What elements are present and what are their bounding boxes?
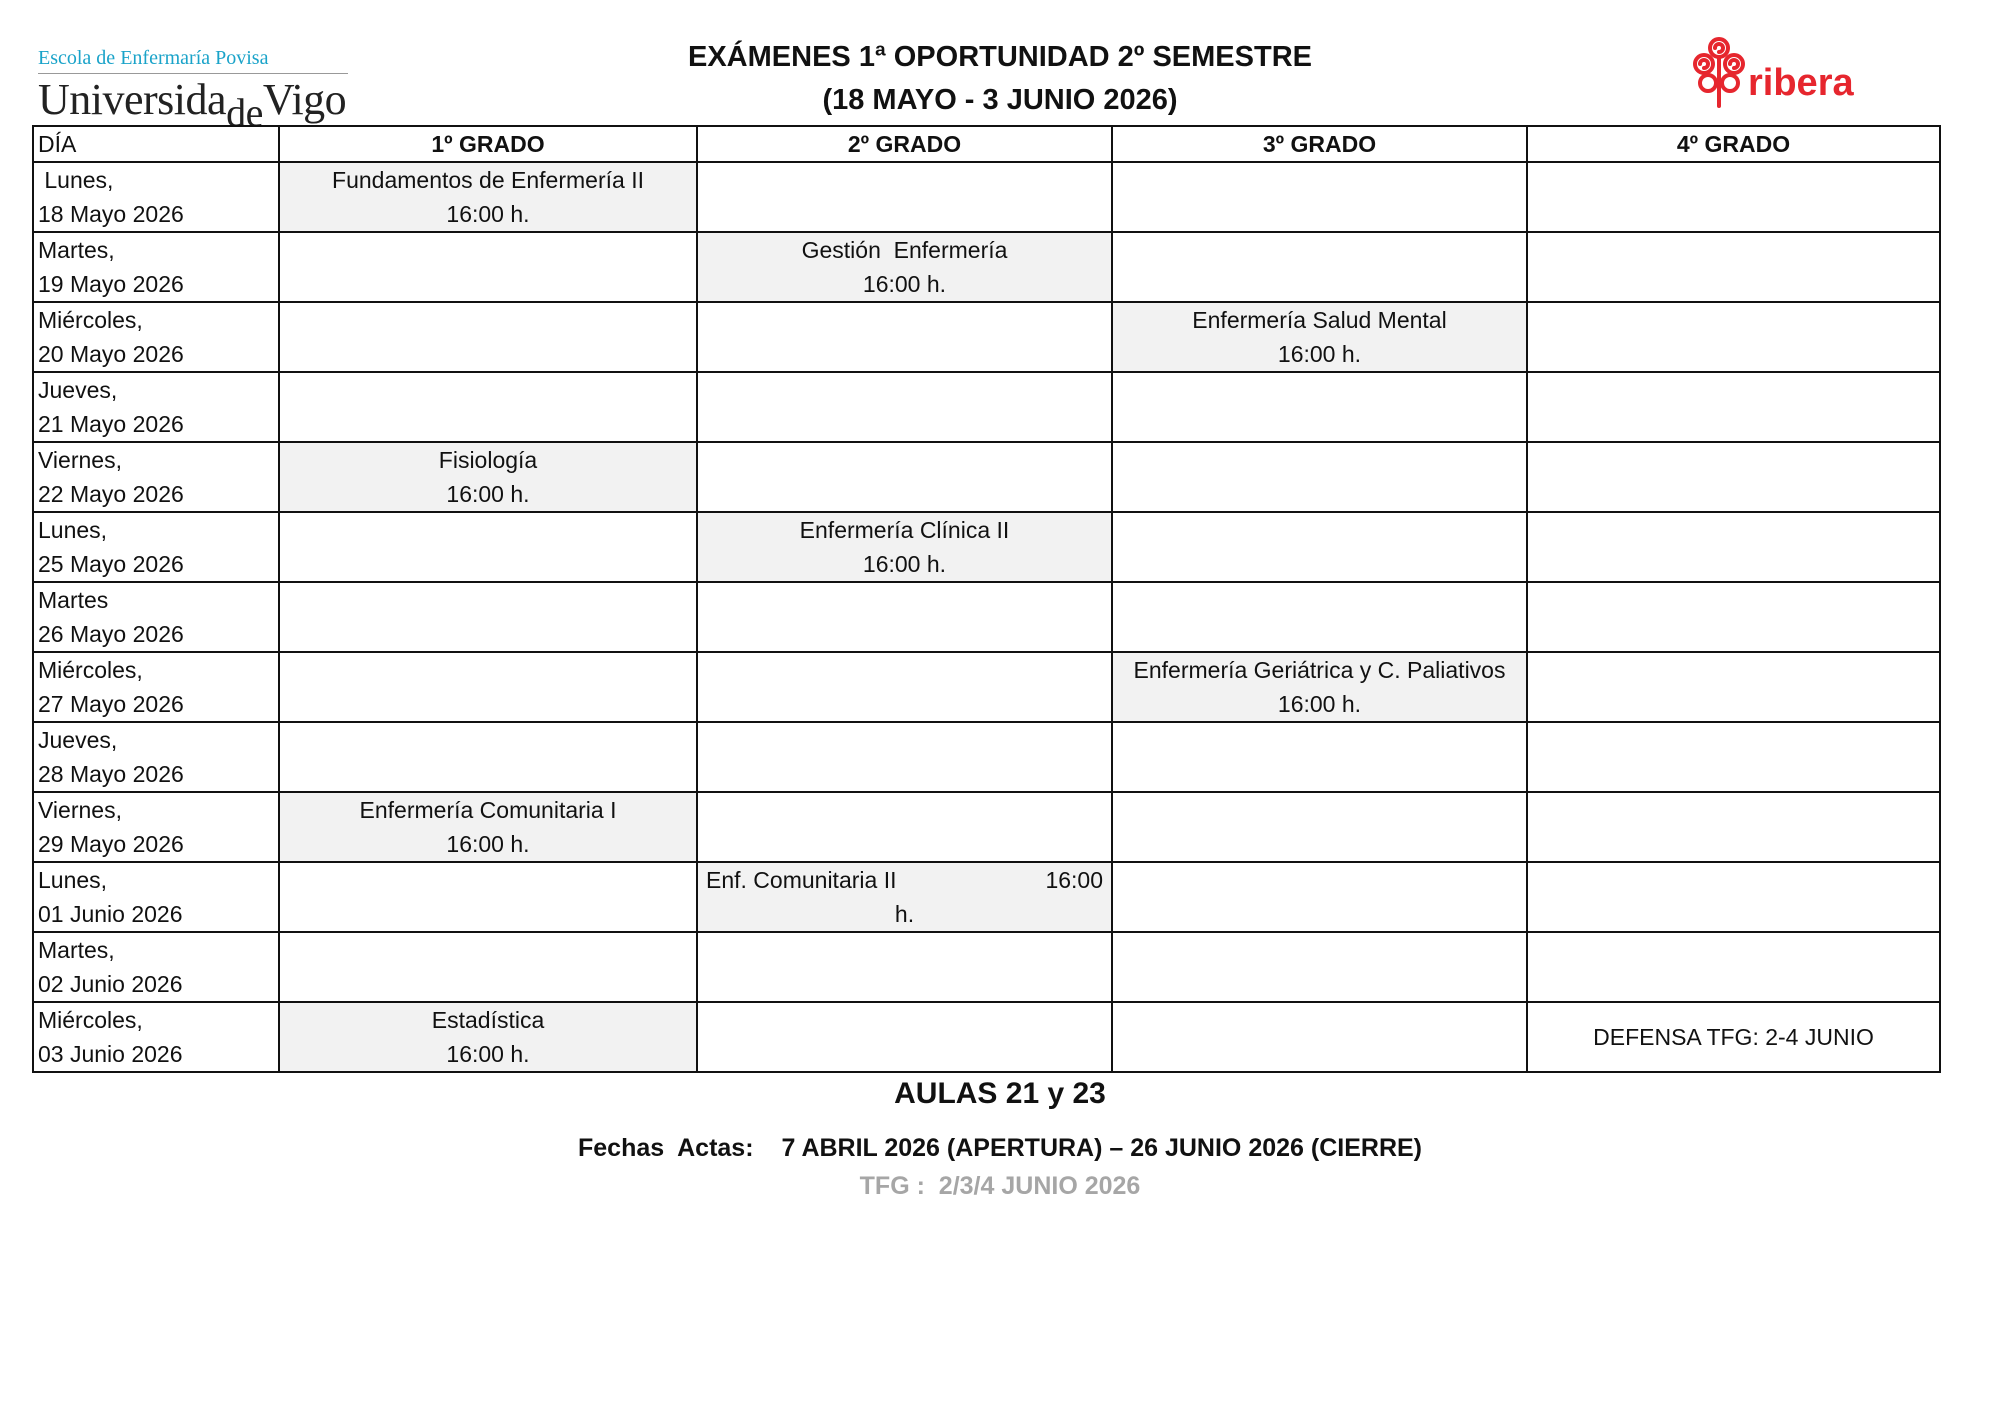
day-cell bbox=[33, 862, 279, 932]
table-row bbox=[33, 1002, 1940, 1072]
exam-time: 16:00 h. bbox=[446, 201, 530, 227]
empty-cell bbox=[1112, 722, 1527, 792]
actas-dates bbox=[0, 1130, 2000, 1166]
day-name: Miércoles, bbox=[38, 657, 143, 683]
day-name: Jueves, bbox=[38, 377, 118, 403]
table-row bbox=[33, 232, 1940, 302]
day-date: 22 Mayo 2026 bbox=[38, 481, 184, 507]
exam-cell-grado-1 bbox=[279, 162, 697, 232]
empty-cell bbox=[279, 652, 697, 722]
day-date: 27 Mayo 2026 bbox=[38, 691, 184, 717]
day-date: 03 Junio 2026 bbox=[38, 1041, 183, 1067]
exam-cell-grado-2 bbox=[697, 512, 1112, 582]
empty-cell bbox=[1112, 932, 1527, 1002]
exam-schedule-table bbox=[32, 125, 1941, 1073]
day-cell bbox=[33, 932, 279, 1002]
table-row bbox=[33, 862, 1940, 932]
exam-cell-grado-2 bbox=[697, 862, 1112, 932]
empty-cell bbox=[1527, 232, 1940, 302]
empty-cell bbox=[279, 722, 697, 792]
exam-cell-grado-3 bbox=[1112, 652, 1527, 722]
day-name: Miércoles, bbox=[38, 1007, 143, 1033]
empty-cell bbox=[1527, 582, 1940, 652]
empty-cell bbox=[1527, 442, 1940, 512]
day-date: 21 Mayo 2026 bbox=[38, 411, 184, 437]
day-name: Martes bbox=[38, 587, 109, 613]
empty-cell bbox=[279, 372, 697, 442]
day-name: Miércoles, bbox=[38, 307, 143, 333]
table-row bbox=[33, 162, 1940, 232]
header-grado-4: 4º GRADO bbox=[1527, 126, 1940, 162]
empty-cell bbox=[697, 932, 1112, 1002]
page-subtitle-dates: (18 MAYO - 3 JUNIO 2026) bbox=[822, 84, 1178, 116]
day-date: 20 Mayo 2026 bbox=[38, 341, 184, 367]
exam-time: 16:00 h. bbox=[1277, 691, 1362, 717]
empty-cell bbox=[697, 442, 1112, 512]
page-title: EXÁMENES 1ª OPORTUNIDAD 2º SEMESTRE bbox=[688, 41, 1312, 73]
day-cell bbox=[33, 652, 279, 722]
day-cell bbox=[33, 442, 279, 512]
empty-cell bbox=[1112, 162, 1527, 232]
partner-name: ribera bbox=[1748, 62, 1854, 104]
empty-cell bbox=[1112, 372, 1527, 442]
exam-cell-grado-1 bbox=[279, 792, 697, 862]
exam-subject: Gestión Enfermería bbox=[801, 237, 1008, 263]
ribera-logo bbox=[1690, 36, 1890, 111]
empty-cell bbox=[697, 582, 1112, 652]
empty-cell bbox=[1527, 722, 1940, 792]
empty-cell bbox=[1112, 1002, 1527, 1072]
day-cell bbox=[33, 372, 279, 442]
exam-time: 16:00 h. bbox=[862, 271, 947, 297]
empty-cell bbox=[1112, 862, 1527, 932]
exam-subject: Enfermería Comunitaria I bbox=[359, 797, 617, 823]
empty-cell bbox=[279, 232, 697, 302]
day-cell bbox=[33, 582, 279, 652]
empty-cell bbox=[697, 372, 1112, 442]
tfg-defense-cell: DEFENSA TFG: 2-4 JUNIO bbox=[1527, 1002, 1940, 1072]
exam-time: 16:00 h. bbox=[446, 1041, 530, 1067]
day-cell bbox=[33, 792, 279, 862]
day-date: 28 Mayo 2026 bbox=[38, 761, 184, 787]
table-row bbox=[33, 442, 1940, 512]
exam-subject: Fundamentos de Enfermería II bbox=[332, 167, 644, 193]
exam-cell-grado-2 bbox=[697, 232, 1112, 302]
header-dia: DÍA bbox=[33, 126, 279, 162]
table-row bbox=[33, 932, 1940, 1002]
day-name: Viernes, bbox=[38, 797, 122, 823]
day-date: 26 Mayo 2026 bbox=[38, 621, 184, 647]
empty-cell bbox=[1527, 302, 1940, 372]
table-header-row bbox=[33, 126, 1940, 162]
empty-cell bbox=[1527, 862, 1940, 932]
day-date: 25 Mayo 2026 bbox=[38, 551, 184, 577]
header-grado-1: 1º GRADO bbox=[279, 126, 697, 162]
exam-time: 16:00 h. bbox=[1277, 341, 1362, 367]
empty-cell bbox=[279, 512, 697, 582]
empty-cell bbox=[279, 932, 697, 1002]
empty-cell bbox=[1112, 582, 1527, 652]
header-grado-3: 3º GRADO bbox=[1112, 126, 1527, 162]
day-cell bbox=[33, 302, 279, 372]
empty-cell bbox=[697, 652, 1112, 722]
day-cell bbox=[33, 722, 279, 792]
table-row bbox=[33, 722, 1940, 792]
exam-time: 16:00 h. bbox=[446, 481, 530, 507]
day-cell bbox=[33, 232, 279, 302]
empty-cell bbox=[1527, 792, 1940, 862]
empty-cell bbox=[697, 302, 1112, 372]
empty-cell bbox=[697, 792, 1112, 862]
table-row bbox=[33, 652, 1940, 722]
university-name-de: de bbox=[226, 90, 263, 135]
day-name: Martes, bbox=[38, 937, 115, 963]
table-row bbox=[33, 792, 1940, 862]
empty-cell bbox=[1527, 512, 1940, 582]
empty-cell bbox=[279, 862, 697, 932]
day-name: Lunes, bbox=[38, 167, 114, 193]
empty-cell bbox=[1112, 512, 1527, 582]
empty-cell bbox=[697, 162, 1112, 232]
empty-cell bbox=[279, 582, 697, 652]
empty-cell bbox=[697, 722, 1112, 792]
actas-label: Fechas Actas: bbox=[577, 1134, 754, 1162]
empty-cell bbox=[1527, 652, 1940, 722]
exam-subject: Enfermería Geriátrica y C. Paliativos bbox=[1133, 657, 1506, 683]
exam-subject: Estadística bbox=[431, 1007, 545, 1033]
exam-cell-grado-1 bbox=[279, 442, 697, 512]
school-name: Escola de Enfermaría Povisa bbox=[38, 47, 269, 69]
day-date: 01 Junio 2026 bbox=[38, 901, 183, 927]
day-cell bbox=[33, 512, 279, 582]
table-row bbox=[33, 302, 1940, 372]
day-date: 19 Mayo 2026 bbox=[38, 271, 184, 297]
empty-cell bbox=[1527, 162, 1940, 232]
exam-time: 16:00 h. bbox=[446, 831, 530, 857]
day-cell bbox=[33, 162, 279, 232]
exam-time-part1: 16:00 bbox=[1045, 867, 1103, 893]
empty-cell bbox=[1527, 932, 1940, 1002]
exam-subject: Enf. Comunitaria II bbox=[706, 867, 897, 893]
day-name: Jueves, bbox=[38, 727, 118, 753]
exam-time: 16:00 h. bbox=[862, 551, 947, 577]
day-date: 18 Mayo 2026 bbox=[38, 201, 184, 227]
tfg-dates: TFG : 2/3/4 JUNIO 2026 bbox=[859, 1172, 1141, 1200]
day-name: Viernes, bbox=[38, 447, 122, 473]
actas-value: 7 ABRIL 2026 (APERTURA) – 26 JUNIO 2026 (CIERRE) bbox=[781, 1134, 1422, 1162]
empty-cell bbox=[1112, 792, 1527, 862]
table-row bbox=[33, 372, 1940, 442]
day-name: Lunes, bbox=[38, 517, 108, 543]
university-name-part2: Vigo bbox=[262, 75, 347, 124]
table-row bbox=[33, 512, 1940, 582]
classrooms-note: AULAS 21 y 23 bbox=[894, 1077, 1106, 1110]
ribera-tree-icon bbox=[1690, 36, 1748, 108]
exam-cell-grado-3 bbox=[1112, 302, 1527, 372]
header-grado-2: 2º GRADO bbox=[697, 126, 1112, 162]
university-name-part1: Universida bbox=[38, 75, 227, 124]
day-cell bbox=[33, 1002, 279, 1072]
empty-cell bbox=[1112, 442, 1527, 512]
day-name: Lunes, bbox=[38, 867, 108, 893]
exam-time-part2: h. bbox=[894, 901, 915, 927]
day-name: Martes, bbox=[38, 237, 115, 263]
empty-cell bbox=[279, 302, 697, 372]
table-row bbox=[33, 582, 1940, 652]
empty-cell bbox=[697, 1002, 1112, 1072]
exam-subject: Fisiología bbox=[438, 447, 538, 473]
day-date: 02 Junio 2026 bbox=[38, 971, 183, 997]
exam-subject: Enfermería Clínica II bbox=[799, 517, 1010, 543]
exam-cell-grado-1 bbox=[279, 1002, 697, 1072]
day-date: 29 Mayo 2026 bbox=[38, 831, 184, 857]
exam-subject: Enfermería Salud Mental bbox=[1192, 307, 1447, 333]
empty-cell bbox=[1112, 232, 1527, 302]
empty-cell bbox=[1527, 372, 1940, 442]
